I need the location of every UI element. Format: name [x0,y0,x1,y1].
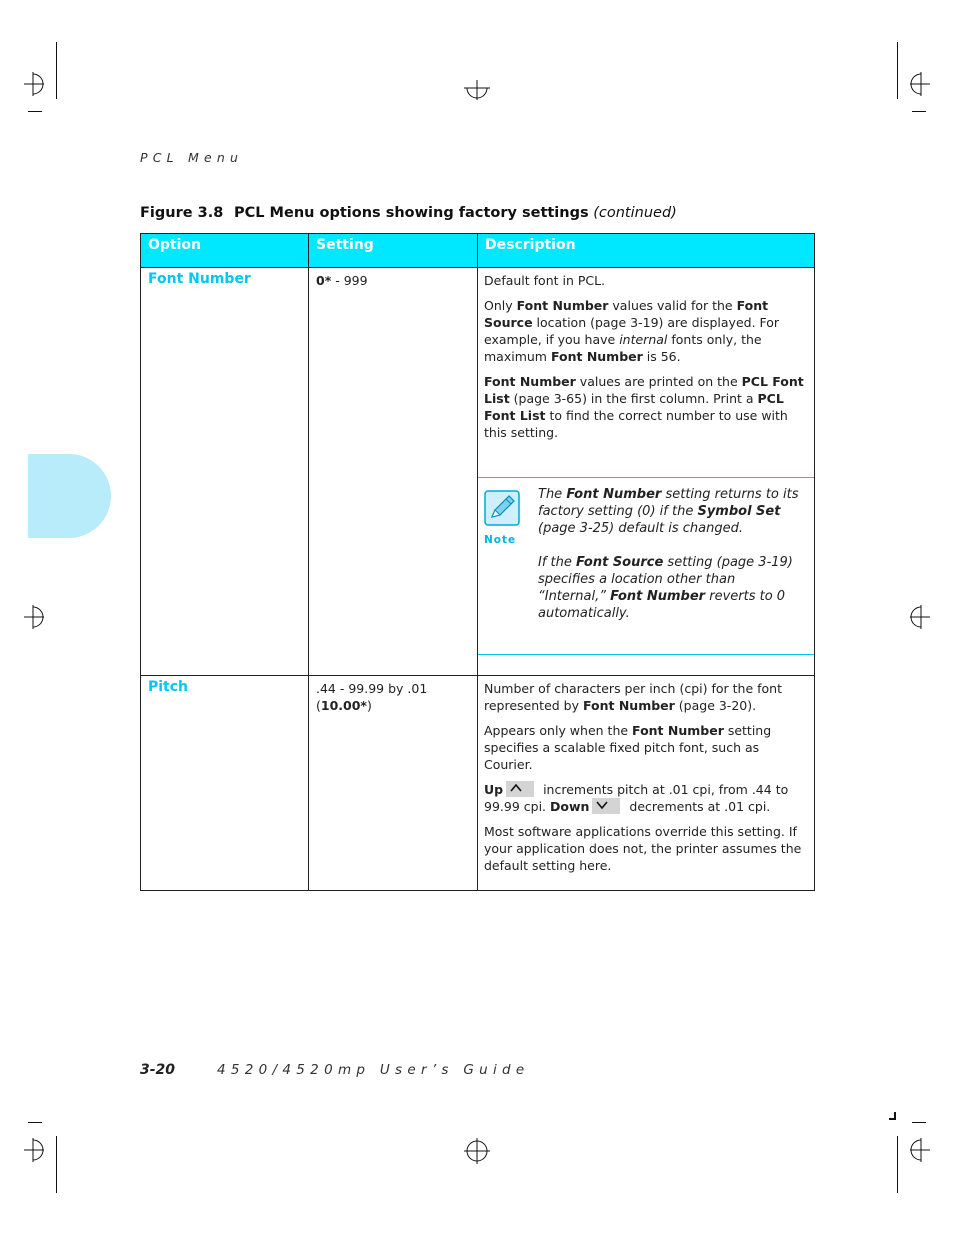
figure-title: PCL Menu options showing factory settings [234,205,589,221]
description-paragraph: Number of characters per inch (cpi) for the font represented by Font Number (page 3-20). [484,681,782,713]
guide-title: 4520/4520mp User’s Guide [217,1062,530,1078]
figure-number: Figure 3.8 [140,205,224,221]
figure-continued: (continued) [593,205,677,221]
registration-mark-icon [464,1138,490,1164]
registration-mark-icon [910,605,932,629]
up-arrow-key-icon [506,781,534,797]
column-header-description: Description [478,234,815,268]
crop-mark [56,42,57,99]
setting-default: 10.00* [320,698,367,713]
option-name: Pitch [141,676,309,891]
column-header-option: Option [141,234,309,268]
page-number: 3-20 [140,1062,176,1078]
table-row-font-number [141,268,815,676]
setting-default: 0* [316,273,332,288]
figure-caption [140,205,677,221]
description-paragraph: Up increments pitch at .01 cpi, from .44 to 99.99 cpi. Down decrements at .01 cpi. [484,782,789,814]
setting-range: - 999 [331,273,368,288]
registration-mark-icon [910,72,932,96]
crop-mark [897,1136,898,1193]
crop-mark [912,1122,926,1123]
description-paragraph: Most software applications override this setting. If your application does not, the printer assumes the default setting here. [484,824,802,873]
down-arrow-key-icon [592,798,620,814]
running-header: PCL Menu [140,150,244,165]
description-paragraph: Default font in PCL. [484,273,606,288]
table-header-row [141,234,815,268]
note-spacer [478,655,814,675]
setting-value: .44 - 99.99 by .01 (10.00*) [309,676,478,891]
description-paragraph: Font Number values are printed on the PCL Font List (page 3-65) in the first column. Print a PCL Font List to find the correct number to use with this setting. [484,374,804,440]
registration-mark-icon [22,1138,44,1162]
crop-mark [894,1112,896,1120]
crop-mark [28,1122,42,1123]
registration-mark-icon [910,1138,932,1162]
note-label: Note [484,534,517,546]
description-cell [478,676,815,891]
registration-mark-icon [464,80,490,100]
description-cell [478,268,815,676]
note-paragraph: The Font Number setting returns to its factory setting (0) if the Symbol Set (page 3-25) default is changed. [538,487,799,536]
crop-mark [56,1136,57,1193]
note-paragraph: If the Font Source setting (page 3-19) specifies a location other than “Internal,” Font Number reverts to 0 automatically. [538,555,793,621]
registration-mark-icon [22,605,44,629]
description-paragraph: Appears only when the Font Number setting specifies a scalable fixed pitch font, such as Courier. [484,723,772,772]
setting-value [309,268,478,676]
description-paragraph: Only Font Number values valid for the Font Source location (page 3-19) are displayed. For example, if you have internal fonts only, the maximum Font Number is 56. [484,298,780,364]
registration-mark-icon [22,72,44,96]
note-pencil-icon [484,490,522,549]
table-row-pitch [141,676,815,891]
options-table [140,233,815,891]
crop-mark [912,111,926,112]
crop-mark [28,111,42,112]
column-header-setting: Setting [309,234,478,268]
crop-mark [897,42,898,99]
option-name: Font Number [141,268,309,676]
note-box [478,477,814,655]
section-tab [28,454,111,538]
